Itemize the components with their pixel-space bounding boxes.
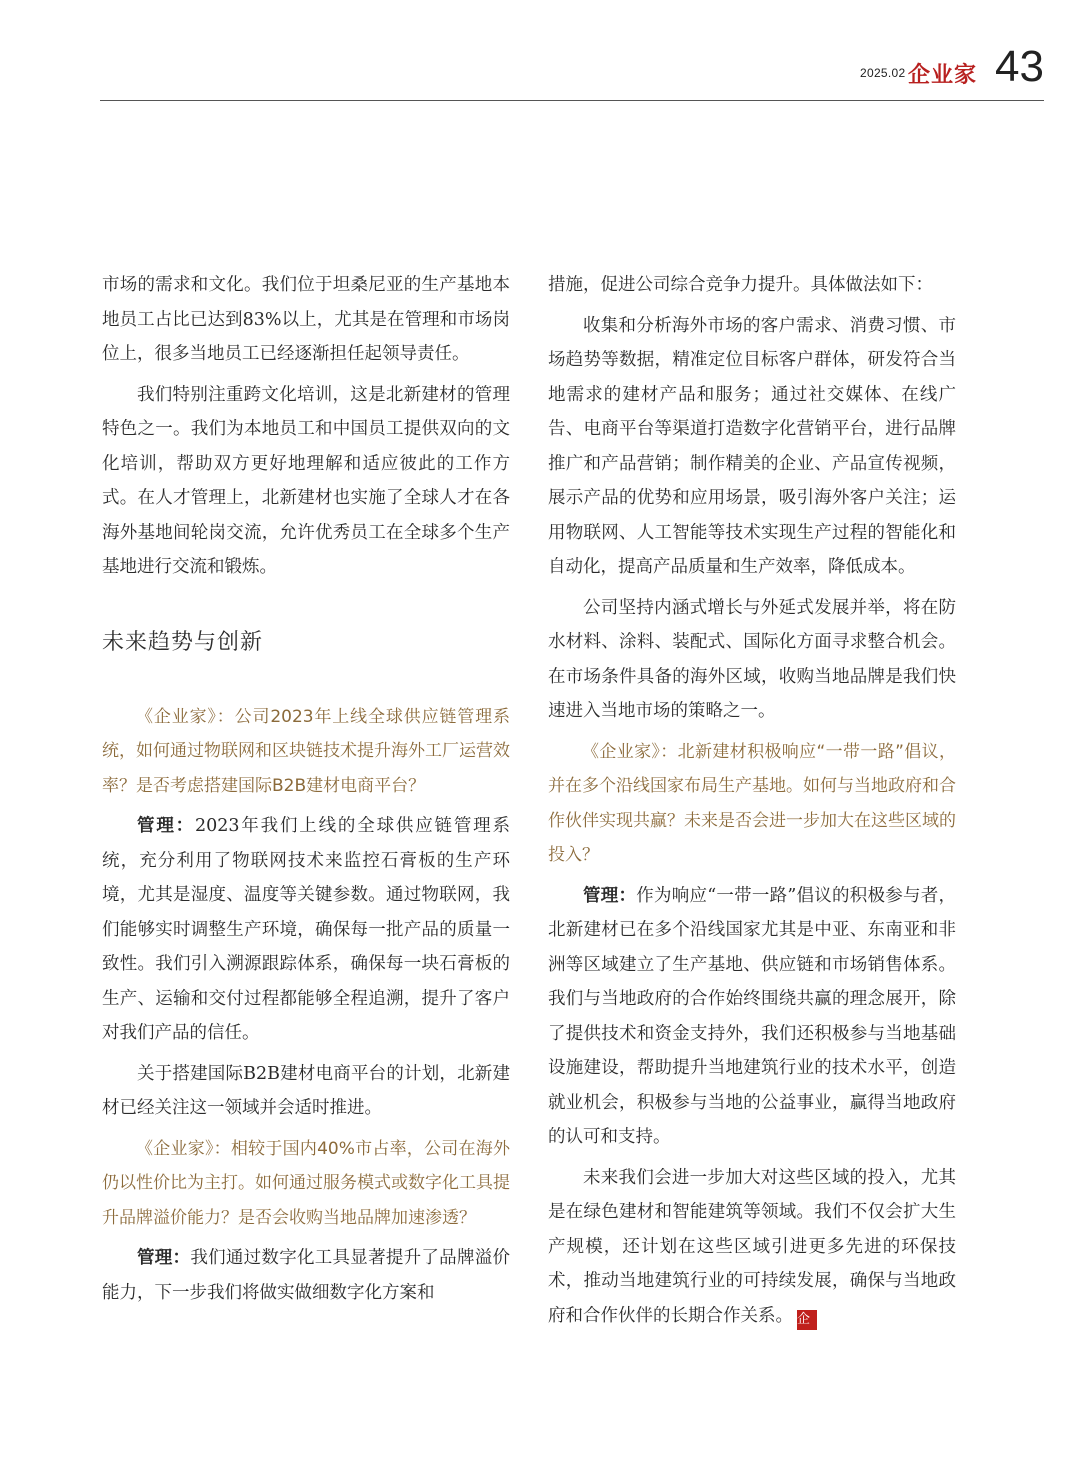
right-column <box>548 268 956 1339</box>
magazine-name: 企业家 <box>908 62 978 88</box>
paragraph: 我们特别注重跨文化培训，这是北新建材的管理特色之一。我们为本地员工和中国员工提供双向的文化培训，帮助双方更好地理解和适应彼此的工作方式。在人才管理上，北新建材也实施了全球人才在各海外基地间轮岗交流，允许优秀员工在全球多个生产基地进行交流和锻炼。 <box>102 384 510 577</box>
answer-label: 管理： <box>583 885 637 906</box>
paragraph: 收集和分析海外市场的客户需求、消费习惯、市场趋势等数据，精准定位目标客户群体，研发符合当地需求的建材产品和服务；通过社交媒体、在线广告、电商平台等渠道打造数字化营销平台，进行品牌推广和产品营销；制作精美的企业、产品宣传视频，展示产品的优势和应用场景，吸引海外客户关注；运用物联网、人工智能等技术实现生产过程的智能化和自动化，提高产品质量和生产效率，降低成本。 <box>548 315 956 577</box>
interview-answer <box>102 1241 510 1310</box>
paragraph: 措施，促进公司综合竞争力提升。具体做法如下： <box>548 275 933 295</box>
paragraph: 市场的需求和文化。我们位于坦桑尼亚的生产基地本地员工占比已达到83%以上，尤其是在管理和市场岗位上，很多当地员工已经逐渐担任起领导责任。 <box>102 275 510 364</box>
header-rule <box>100 100 1044 101</box>
paragraph: 公司坚持内涵式增长与外延式发展并举，将在防水材料、涂料、装配式、国际化方面寻求整合机会。在市场条件具备的海外区域，收购当地品牌是我们快速进入当地市场的策略之一。 <box>548 597 956 721</box>
left-column <box>102 268 510 1316</box>
paragraph <box>548 1161 956 1334</box>
interview-answer <box>102 809 510 1051</box>
paragraph: 关于搭建国际B2B建材电商平台的计划，北新建材已经关注这一领域并会适时推进。 <box>102 1063 510 1118</box>
interview-question: 《企业家》：北新建材积极响应“一带一路”倡议，并在多个沿线国家布局生产基地。如何与当地政府和合作伙伴实现共赢？未来是否会进一步加大在这些区域的投入？ <box>548 741 956 865</box>
interview-answer <box>548 879 956 1155</box>
answer-text: 作为响应“一带一路”倡议的积极参与者，北新建材已在多个沿线国家尤其是中亚、东南亚和非洲等区域建立了生产基地、供应链和市场销售体系。我们与当地政府的合作始终围绕共赢的理念展开，除了提供技术和资金支持外，我们还积极参与当地基础设施建设，帮助提升当地建筑行业的技术水平，创造就业机会，积极参与当地的公益事业，赢得当地政府的认可和支持。 <box>548 885 956 1147</box>
answer-text: 2023年我们上线的全球供应链管理系统，充分利用了物联网技术来监控石膏板的生产环境，尤其是湿度、温度等关键参数。通过物联网，我们能够实时调整生产环境，确保每一批产品的质量一致性。我们引入溯源跟踪体系，确保每一块石膏板的生产、运输和交付过程都能够全程追溯，提升了客户对我们产品的信任。 <box>102 816 510 1043</box>
section-title: 未来趋势与创新 <box>102 629 264 655</box>
answer-label: 管理： <box>137 816 195 836</box>
paragraph-text: 未来我们会进一步加大对这些区域的投入，尤其是在绿色建材和智能建筑等领域。我们不仅会扩大生产规模，还计划在这些区域引进更多先进的环保技术，推动当地建筑行业的可持续发展，确保与当地政府和合作伙伴的长期合作关系。 <box>548 1167 956 1326</box>
interview-question: 《企业家》：公司2023年上线全球供应链管理系统，如何通过物联网和区块链技术提升海外工厂运营效率？是否考虑搭建国际B2B建材电商平台？ <box>102 706 510 796</box>
answer-text: 我们通过数字化工具显著提升了品牌溢价能力，下一步我们将做实做细数字化方案和 <box>102 1248 511 1303</box>
page-number: 43 <box>995 42 1044 91</box>
end-mark-icon: 企 <box>797 1310 817 1330</box>
answer-label: 管理： <box>137 1248 191 1268</box>
issue-date: 2025.02 <box>860 66 906 80</box>
interview-question: 《企业家》：相较于国内40%市占率，公司在海外仍以性价比为主打。如何通过服务模式或数字化工具提升品牌溢价能力？是否会收购当地品牌加速渗透？ <box>102 1138 510 1228</box>
page-header <box>0 0 1080 110</box>
